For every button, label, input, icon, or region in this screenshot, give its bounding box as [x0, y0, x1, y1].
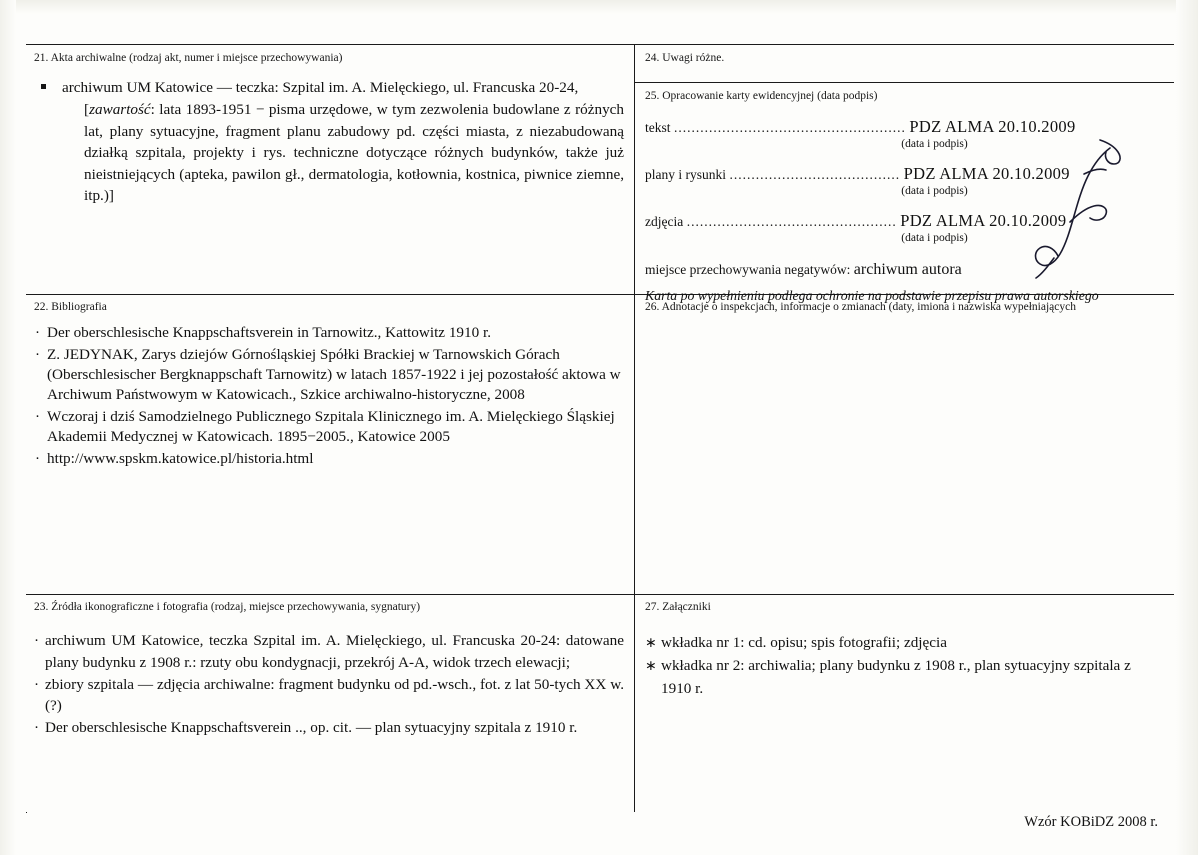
- field-25-header: 25. Opracowanie karty ewidencyjnej (data podpis): [645, 90, 878, 102]
- dotted-leader: .......................................: [729, 167, 901, 183]
- field-25-card-preparation: [635, 82, 1174, 304]
- field-24-various-remarks: [635, 44, 1174, 82]
- row-value: PDZ ALMA 20.10.2009: [903, 164, 1070, 184]
- dot-bullet-icon: ·: [35, 325, 40, 342]
- list-item: [34, 323, 624, 343]
- preparation-row-photos: [645, 211, 1164, 244]
- field-22-items: [34, 323, 624, 469]
- bibliography-entry: Z. JEDYNAK, Zarys dziejów Górnośląskiej Spółki Brackiej w Tarnowskich Górach (Oberschlesischer Bergknappschaft Tarnowitz) w latach 1857-1922 i jej pozostałość aktowa w Archiwum Państwowym w Katowicach., Szkice archiwalno-historyczne, 2008: [47, 345, 621, 404]
- attachment-entry: wkładka nr 2: archiwalia; plany budynku z 1908 r., plan sytuacyjny szpitala z 1910 r.: [661, 657, 1131, 697]
- dot-bullet-icon: ·: [35, 408, 40, 425]
- field-23-header: 23. Źródła ikonograficzne i fotografia (rodzaj, miejsce przechowywania, sygnatury): [34, 601, 421, 613]
- dot-bullet-icon: ·: [34, 718, 40, 736]
- list-item: [645, 632, 1164, 655]
- field-21-entries: [34, 77, 624, 206]
- source-entry: Der oberschlesische Knappschaftsverein .., op. cit. — plan sytuacyjny szpitala z 1910 r.: [45, 718, 578, 736]
- list-item: [34, 77, 624, 206]
- field-21-entry-rest: : lata 1893-1951 − pisma urzędowe, w tym zezwolenia budowlane z różnych lat, plany sytuacyjne, fragment planu zabudowy pd. części miasta, z niezabudowaną działką szpitala, projekty i rys. techniczne dotyczące różnych budynków, także już nieistniejących (apteka, pawilon gł., dermatologia, kotłownia, kostnica, piwnice ziemne, itp.)]: [84, 100, 624, 205]
- row-label: tekst: [645, 120, 671, 136]
- negatives-value: archiwum autora: [853, 261, 962, 279]
- field-26-header: 26. Adnotacje o inspekcjach, informacje o zmianach (daty, imiona i nazwiska wypełniających: [645, 301, 1076, 313]
- field-26-inspection-annotations: [635, 294, 1174, 594]
- source-entry: archiwum UM Katowice, teczka Szpital im. A. Mielęckiego, ul. Francuska 20-24: datowane plany budynku z 1908 r.: rzuty obu kondygnacji, przekrój A-A, widok trzech elewacji;: [45, 632, 624, 671]
- field-22-bibliography: [26, 294, 634, 594]
- attachment-entry: wkładka nr 1: cd. opisu; spis fotografii; zdjęcia: [661, 634, 947, 652]
- field-22-header: 22. Bibliografia: [34, 301, 107, 313]
- row-value: PDZ ALMA 20.10.2009: [909, 117, 1076, 137]
- row-label: zdjęcia: [645, 214, 684, 230]
- field-21-entry-detail: [84, 99, 624, 207]
- negatives-storage-line: [645, 261, 1164, 279]
- field-21-entry-italic: zawartość: [89, 100, 151, 118]
- preparation-row-text: [645, 117, 1164, 150]
- row-label: plany i rysunki: [645, 167, 726, 183]
- dot-bullet-icon: ·: [35, 450, 40, 467]
- border-bottom-left: [26, 812, 27, 813]
- list-item: [645, 655, 1164, 701]
- form-template-note: Wzór KOBiDZ 2008 r.: [1024, 814, 1158, 830]
- scan-edge-left: [0, 0, 16, 855]
- dot-bullet-icon: ·: [34, 632, 40, 650]
- negatives-label: miejsce przechowywania negatywów:: [645, 262, 851, 278]
- scan-edge-right: [1176, 0, 1198, 855]
- field-27-attachments: [635, 594, 1174, 812]
- field-27-header: 27. Załączniki: [645, 601, 711, 613]
- list-item: [34, 345, 624, 406]
- source-entry: zbiory szpitala — zdjęcia archiwalne: fragment budynku od pd.-wsch., fot. z lat 50-tych XX w. (?): [45, 675, 624, 715]
- list-item: [34, 717, 624, 739]
- field-21-header: 21. Akta archiwalne (rodzaj akt, numer i miejsce przechowywania): [34, 52, 343, 64]
- field-27-items: [645, 632, 1164, 700]
- dot-bullet-icon: ·: [34, 675, 40, 693]
- dot-bullet-icon: ·: [35, 346, 40, 363]
- bracket-open: [: [84, 100, 90, 118]
- row-caption: (data i podpis): [901, 232, 968, 245]
- bibliography-entry-url[interactable]: http://www.spskm.katowice.pl/historia.html: [47, 449, 314, 467]
- record-card-form: [26, 44, 1174, 830]
- field-23-iconographic-sources: [26, 594, 634, 812]
- copyright-protection-note: Karta po wypełnieniu podlega ochronie na podstawie przepisu prawa autorskiego: [645, 288, 1099, 304]
- field-21-archival-records: [26, 44, 634, 294]
- scan-edge-top: [0, 0, 1198, 14]
- list-item: [34, 449, 624, 469]
- preparation-row-plans: [645, 164, 1164, 197]
- list-item: [34, 407, 624, 448]
- field-21-entry-line1: archiwum UM Katowice — teczka: Szpital im. A. Mielęckiego, ul. Francuska 20-24,: [62, 79, 579, 97]
- bibliography-entry: Der oberschlesische Knappschaftsverein in Tarnowitz., Kattowitz 1910 r.: [47, 324, 492, 342]
- square-bullet-icon: [41, 84, 46, 89]
- asterisk-bullet-icon: ∗: [645, 636, 657, 652]
- row-value: PDZ ALMA 20.10.2009: [900, 211, 1067, 231]
- row-caption: (data i podpis): [901, 185, 968, 198]
- list-item: [34, 674, 624, 717]
- bibliography-entry: Wczoraj i dziś Samodzielnego Publicznego Szpitala Klinicznego im. A. Mielęckiego Śląskiej Akademii Medycznej w Katowicach. 1895−2005., Katowice 2005: [47, 407, 615, 446]
- field-23-items: [34, 630, 624, 738]
- field-24-header: 24. Uwagi różne.: [645, 52, 725, 64]
- asterisk-bullet-icon: ∗: [645, 659, 657, 675]
- list-item: [34, 630, 624, 673]
- row-caption: (data i podpis): [901, 138, 968, 151]
- dotted-leader: .....................................................: [674, 120, 906, 136]
- dotted-leader: ................................................: [686, 214, 897, 230]
